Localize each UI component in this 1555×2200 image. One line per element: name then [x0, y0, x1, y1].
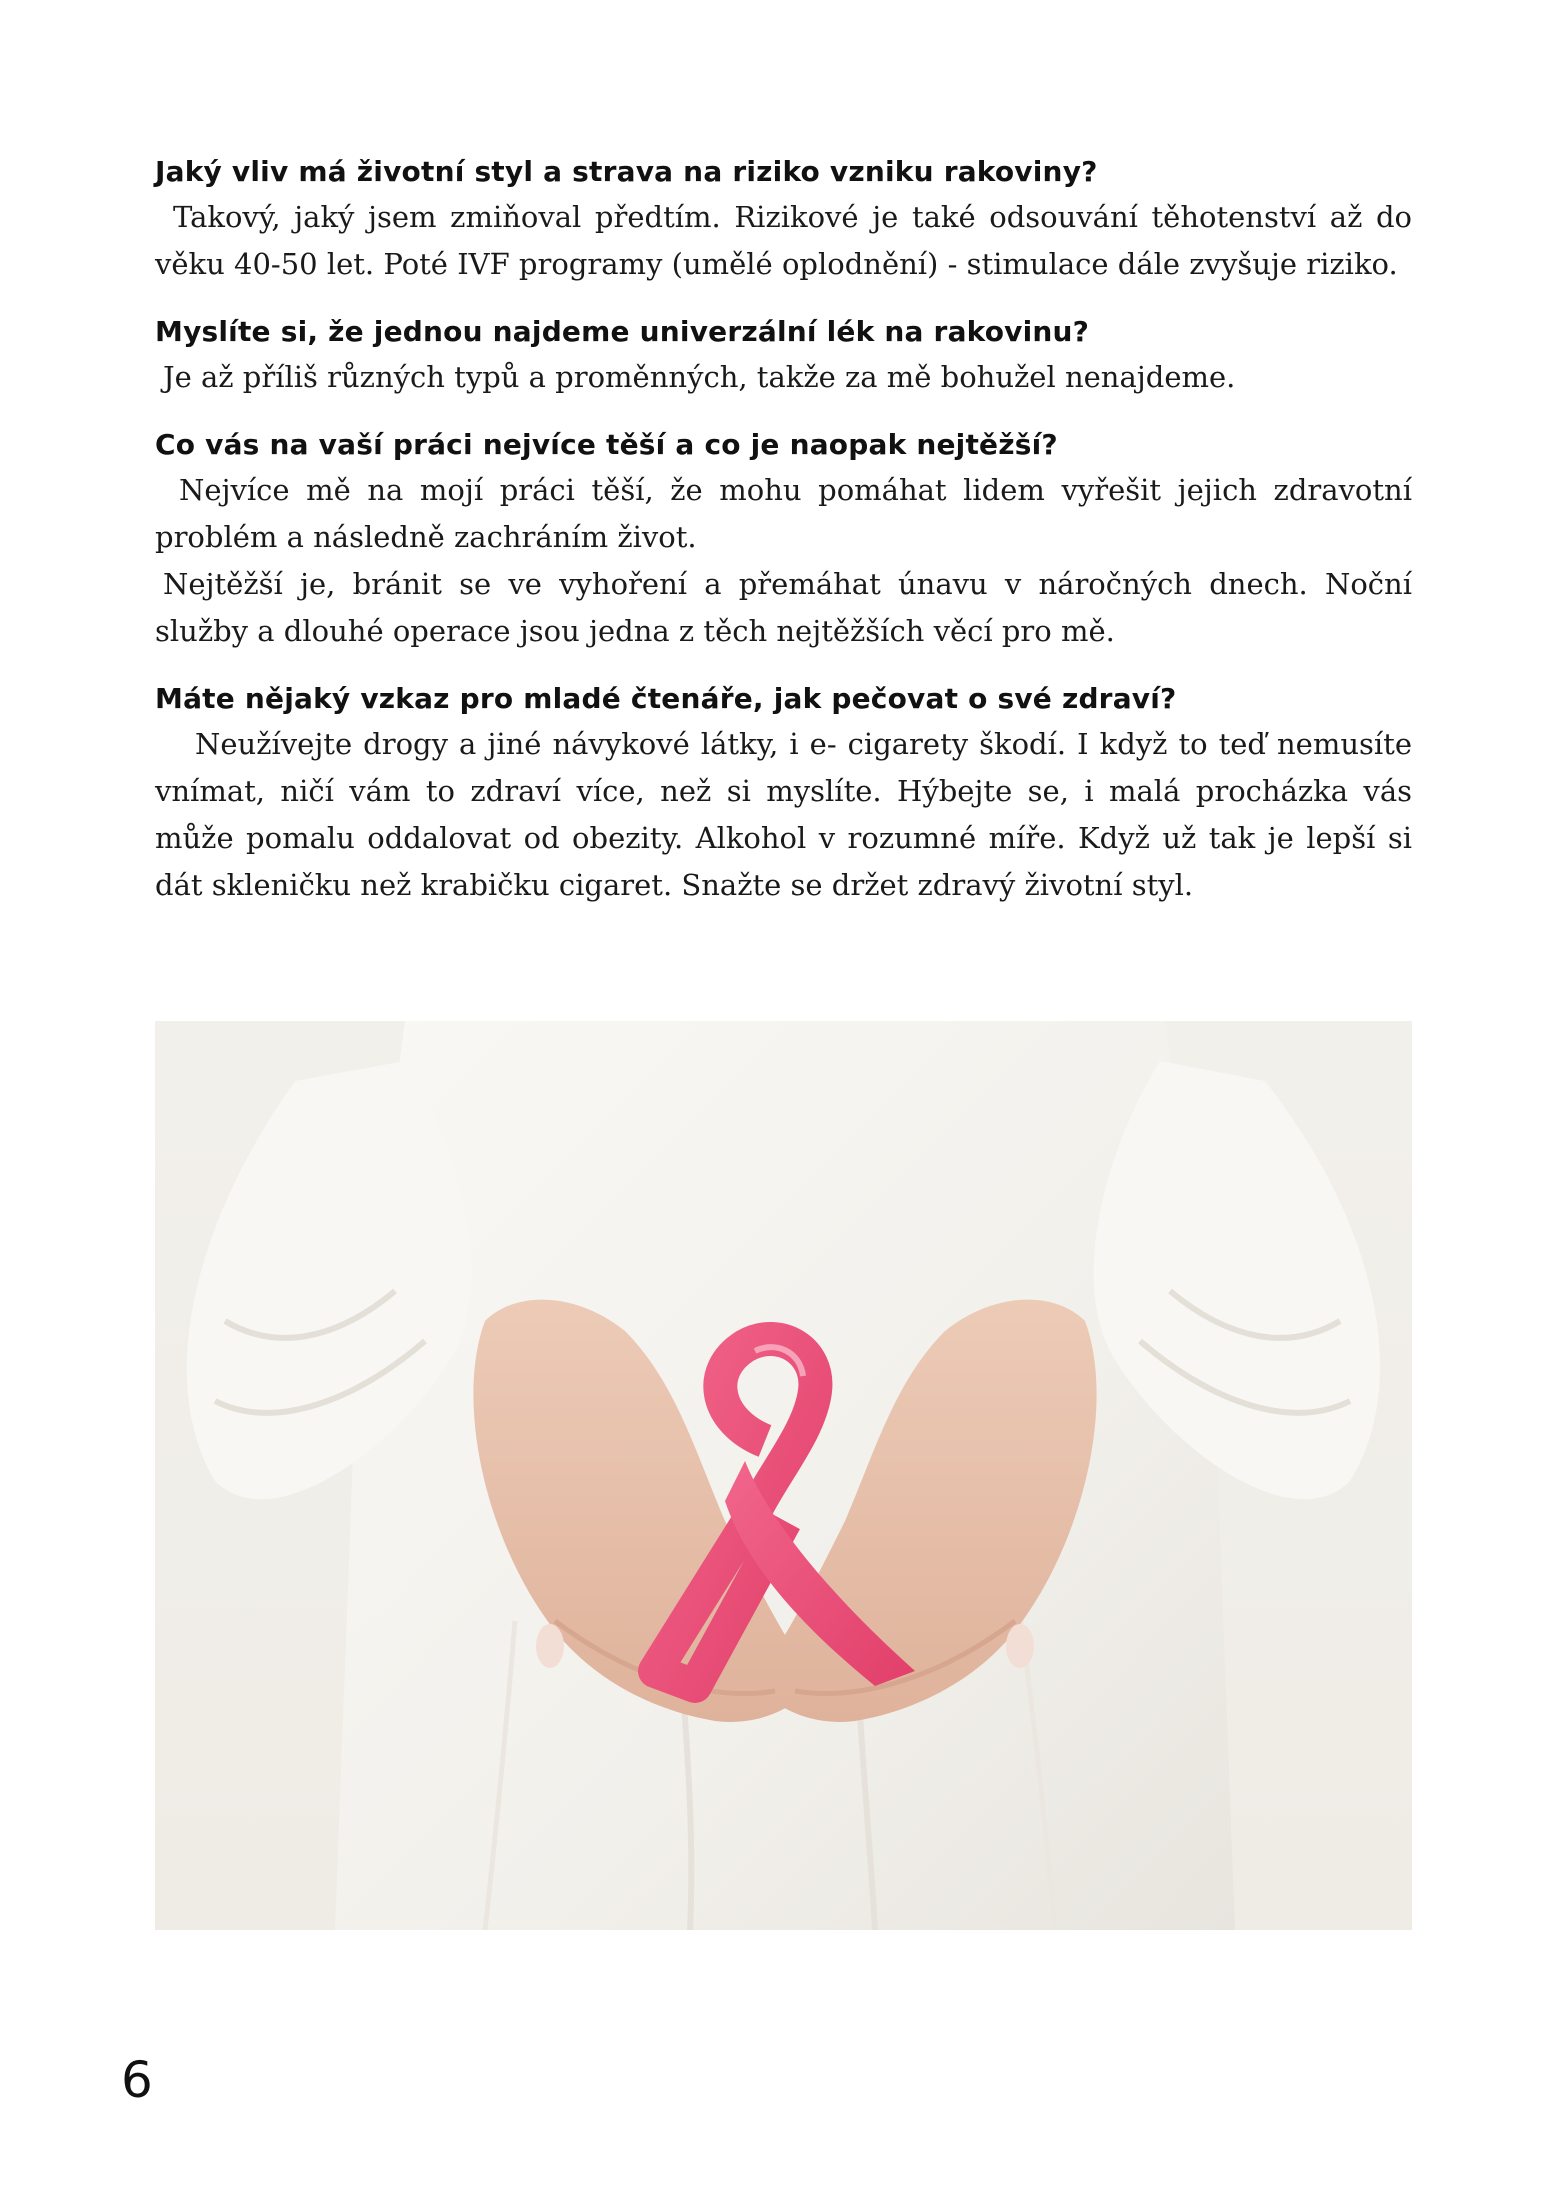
interview-content — [155, 150, 1412, 931]
answer-paragraph: Nejtěžší je, bránit se ve vyhoření a přemáhat únavu v náročných dnech. Noční služby a dlouhé operace jsou jedna z těch nejtěžších věcí pro mě. — [155, 567, 1412, 648]
question-heading: Jaký vliv má životní styl a strava na riziko vzniku rakoviny? — [155, 155, 1098, 188]
question-heading: Máte nějaký vzkaz pro mladé čtenáře, jak pečovat o své zdraví? — [155, 682, 1177, 715]
qa-block-lifestyle — [155, 150, 1412, 288]
qa-block-message — [155, 677, 1412, 909]
answer-paragraph: Je až příliš různých typů a proměnných, takže za mě bohužel nenajdeme. — [163, 360, 1236, 394]
pink-ribbon-in-hands-icon — [155, 1021, 1412, 1930]
question-heading: Myslíte si, že jednou najdeme univerzální lék na rakovinu? — [155, 315, 1090, 348]
question-heading: Co vás na vaší práci nejvíce těší a co je naopak nejtěžší? — [155, 428, 1058, 461]
qa-block-universal-cure — [155, 310, 1412, 401]
answer-paragraph: Neužívejte drogy a jiné návykové látky, i e- cigarety škodí. I když to teď nemusíte vnímat, ničí vám to zdraví více, než si myslíte. Hýbejte se, i malá procházka vás může pomalu oddalovat od obezity. Alkohol v rozumné míře. Když už tak je lepší si dát skleničku než krabičku cigaret. Snažte se držet zdravý životní styl. — [155, 727, 1412, 902]
ribbon-photo — [155, 1021, 1412, 1930]
page-number: 6 — [121, 2051, 153, 2109]
answer-paragraph: Nejvíce mě na mojí práci těší, že mohu pomáhat lidem vyřešit jejich zdravotní problém a následně zachráním život. — [155, 473, 1412, 554]
qa-block-work — [155, 423, 1412, 655]
answer-paragraph: Takový, jaký jsem zmiňoval předtím. Rizikové je také odsouvání těhotenství až do věku 40-50 let. Poté IVF programy (umělé oplodnění) - stimulace dále zvyšuje riziko. — [155, 200, 1412, 281]
